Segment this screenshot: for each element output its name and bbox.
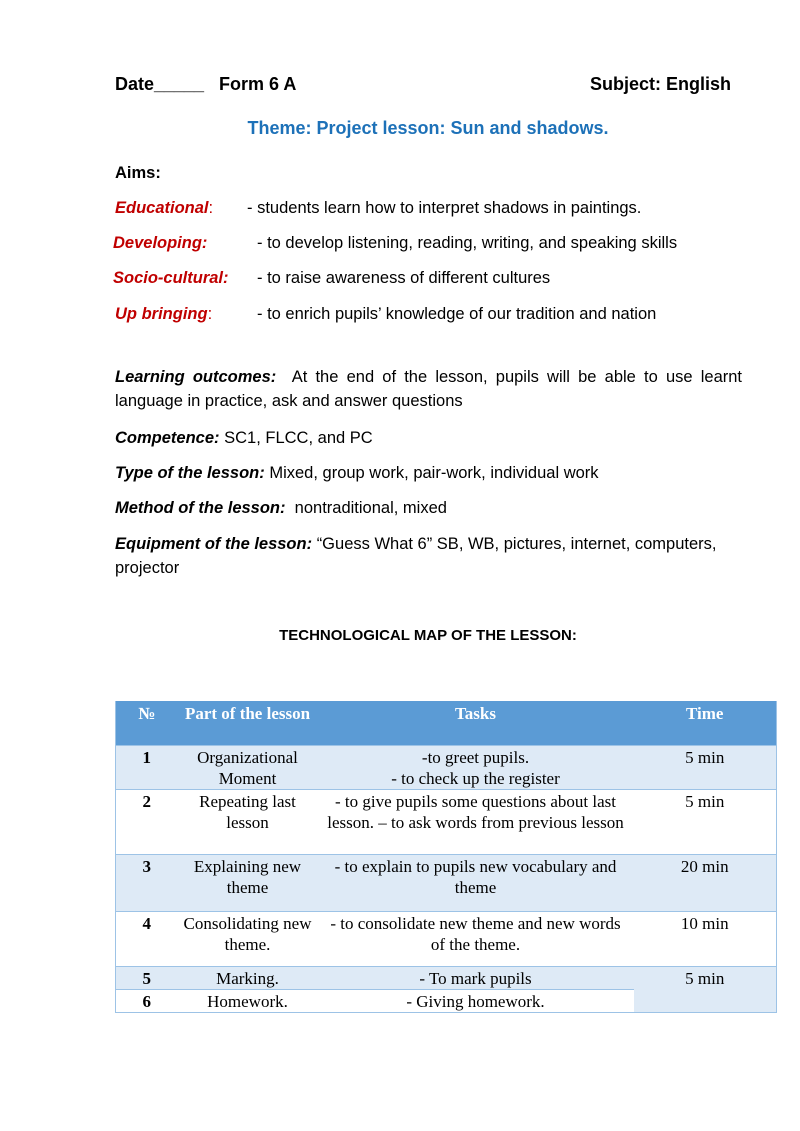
subject-label: Subject: English bbox=[590, 74, 732, 94]
lesson-theme: Theme: Project lesson: Sun and shadows. bbox=[247, 118, 609, 138]
table-row bbox=[116, 855, 777, 912]
row-part: Repeating last lesson bbox=[178, 790, 318, 855]
table-row bbox=[116, 790, 777, 855]
table-row bbox=[116, 746, 777, 790]
form-label: Form 6 A bbox=[219, 74, 297, 94]
row-time: 10 min bbox=[634, 912, 777, 967]
table-header-row bbox=[116, 701, 777, 746]
aim-upbringing-label: Up bringing: bbox=[115, 305, 213, 323]
row-number: 4 bbox=[116, 912, 178, 967]
aims-heading: Aims: bbox=[115, 164, 161, 182]
aim-upbringing-text: - to enrich pupils’ knowledge of our tradition and nation bbox=[257, 305, 657, 323]
row-time: 5 min bbox=[634, 967, 777, 1013]
lesson-plan-table bbox=[115, 701, 777, 1013]
row-number: 5 bbox=[116, 967, 178, 990]
header-part: Part of the lesson bbox=[178, 701, 318, 746]
lesson-method: Method of the lesson: nontraditional, mixed bbox=[115, 499, 447, 517]
aim-educational-text: - students learn how to interpret shadows in paintings. bbox=[247, 199, 642, 217]
aim-educational-label: Educational: bbox=[115, 199, 214, 217]
row-tasks: - to explain to pupils new vocabulary and theme bbox=[318, 855, 634, 912]
row-tasks: - Giving homework. bbox=[318, 990, 634, 1013]
table-row bbox=[116, 967, 777, 990]
aim-sociocultural-label: Socio-cultural: bbox=[113, 269, 229, 287]
row-part: Organizational Moment bbox=[178, 746, 318, 790]
row-time: 5 min bbox=[634, 746, 777, 790]
table-row bbox=[116, 912, 777, 967]
row-tasks: -to greet pupils. - to check up the register bbox=[318, 746, 634, 790]
aim-developing-label: Developing: bbox=[113, 234, 208, 252]
competence: Competence: SC1, FLCC, and PC bbox=[115, 429, 373, 447]
row-tasks: - to consolidate new theme and new words of the theme. bbox=[318, 912, 634, 967]
learning-outcomes: Learning outcomes: At the end of the lesson, pupils will be able to use learnt language in practice, ask and answer questions bbox=[115, 368, 742, 410]
row-number: 6 bbox=[116, 990, 178, 1013]
header-number: № bbox=[116, 701, 178, 746]
row-time: 20 min bbox=[634, 855, 777, 912]
row-tasks: - to give pupils some questions about last lesson. – to ask words from previous lesson bbox=[318, 790, 634, 855]
header-tasks: Tasks bbox=[318, 701, 634, 746]
lesson-type: Type of the lesson: Mixed, group work, pair-work, individual work bbox=[115, 464, 599, 482]
aim-sociocultural-text: - to raise awareness of different cultures bbox=[257, 269, 551, 287]
row-part: Consolidating new theme. bbox=[178, 912, 318, 967]
lesson-equipment: Equipment of the lesson: “Guess What 6” SB, WB, pictures, internet, computers, projector bbox=[115, 535, 717, 577]
header-time: Time bbox=[634, 701, 777, 746]
row-part: Homework. bbox=[178, 990, 318, 1013]
row-number: 3 bbox=[116, 855, 178, 912]
row-time: 5 min bbox=[634, 790, 777, 855]
row-number: 2 bbox=[116, 790, 178, 855]
row-tasks: - To mark pupils bbox=[318, 967, 634, 990]
row-part: Explaining new theme bbox=[178, 855, 318, 912]
aim-developing-text: - to develop listening, reading, writing, and speaking skills bbox=[257, 234, 678, 252]
tech-map-title: TECHNOLOGICAL MAP OF THE LESSON: bbox=[279, 627, 577, 644]
row-part: Marking. bbox=[178, 967, 318, 990]
row-number: 1 bbox=[116, 746, 178, 790]
date-label: Date_____ bbox=[115, 74, 205, 94]
